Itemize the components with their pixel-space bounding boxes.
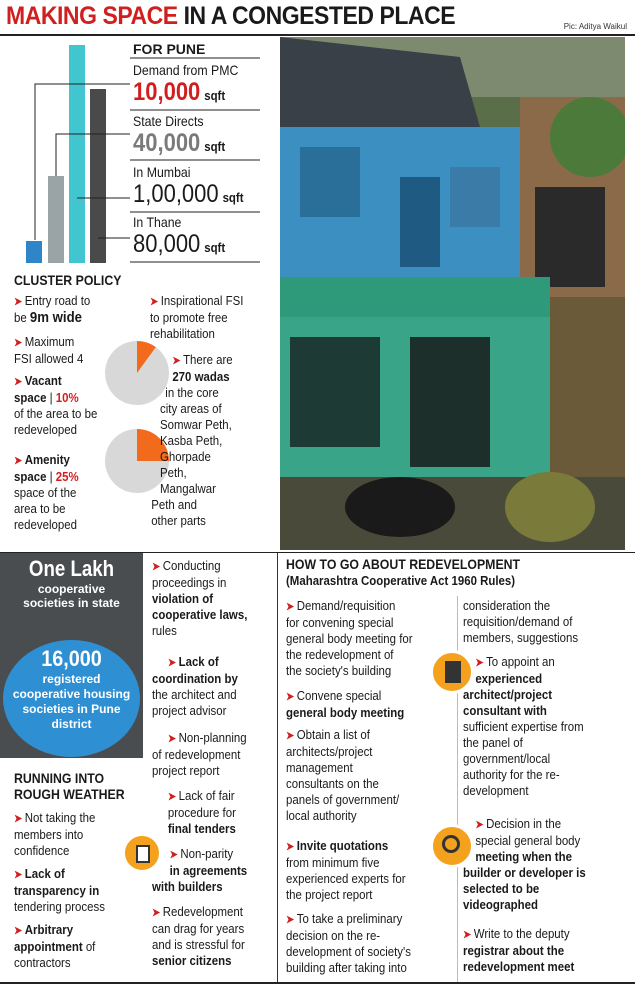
rough-item-0: ➤ Not taking the members into confidence (14, 810, 96, 858)
max-fsi: ➤ Maximum FSI allowed 4 (14, 334, 84, 366)
building-photo (280, 37, 625, 550)
pune-row-2: In Mumbai 1,00,000 sqft (133, 164, 244, 208)
for-pune-heading: FOR PUNE (133, 41, 206, 57)
cluster-policy-heading: CLUSTER POLICY (14, 272, 122, 288)
middle-item-3: ➤ Lack of fair procedure for final tenders (167, 788, 236, 836)
footer-rule (0, 982, 635, 984)
middle-item-5: ➤ Redevelopment can drag for years and is stressful for senior citizens (152, 904, 245, 968)
middle-item-1: ➤ Lack of coordination by the architect and project advisor (152, 654, 238, 718)
headline: MAKING SPACE IN A CONGESTED PLACE (6, 2, 456, 30)
building-illustration (280, 37, 625, 550)
wadas-info: ➤ There are 270 wadas in the core city areas of Somwar Peth, Kasba Peth, Ghorpade Peth, Mangalwar Peth and other parts (151, 352, 233, 528)
howto-heading: HOW TO GO ABOUT REDEVELOPMENT (286, 556, 521, 572)
pune-row-0: Demand from PMC 10,000 sqft (133, 62, 239, 106)
one-lakh-block: One Lakh cooperative societies in state (23, 556, 120, 610)
middle-item-0: ➤ Conducting proceedings in violation of cooperative laws, rules (152, 558, 248, 638)
rough-item-1: ➤ Lack of transparency in tendering process (14, 866, 105, 914)
howto-right-0: consideration the requisition/demand of members, suggestions (463, 598, 579, 645)
photo-credit: Pic: Aditya Waikul (563, 22, 627, 31)
amenity-space: ➤ Amenity space | 25% space of the area to be redeveloped (14, 452, 79, 532)
inspirational-fsi: ➤ Inspirational FSI to promote free rehabilitation (150, 293, 244, 341)
rough-item-2: ➤ Arbitrary appointment of contractors (14, 922, 96, 970)
middle-item-4: ➤ Non-parity in agreements with builders (152, 846, 248, 894)
howto-left-4: ➤ To take a preliminary decision on the re- development of society's building after taking into (286, 911, 411, 975)
howto-left-3: ➤ Invite quotations from minimum five experienced experts for the project report (286, 838, 406, 902)
column-divider (277, 553, 278, 983)
howto-right-3: ➤ Write to the deputy registrar about the redevelopment meet (463, 926, 575, 974)
count-block: 16,000 registered cooperative housing societies in Pune district (12, 646, 131, 731)
entry-road: ➤ Entry road to be 9m wide (14, 293, 91, 326)
middle-item-2: ➤ Non-planning of redevelopment project report (152, 730, 247, 778)
vacant-space: ➤ Vacant space | 10% of the area to be redeveloped (14, 373, 98, 437)
howto-subheading: (Maharashtra Cooperative Act 1960 Rules) (286, 573, 516, 588)
pune-row-3: In Thane 80,000 sqft (133, 214, 226, 258)
howto-left-0: ➤ Demand/requisition for convening special general body meeting for the redevelopment of the society's building (286, 598, 413, 678)
rough-weather-heading: RUNNING INTO ROUGH WEATHER (14, 770, 125, 802)
howto-right-2: ➤ Decision in the special general body meeting when the builder or developer is selected to be videographed (463, 816, 586, 912)
howto-left-1: ➤ Convene special general body meeting (286, 688, 405, 720)
howto-left-2: ➤ Obtain a list of architects/project management consultants on the panels of government/ local authority (286, 727, 400, 823)
pune-row-1: State Directs 40,000 sqft (133, 113, 226, 157)
howto-right-1: ➤ To appoint an experienced architect/project consultant with sufficient expertise from the panel of government/local authority for the re- development (463, 654, 584, 798)
